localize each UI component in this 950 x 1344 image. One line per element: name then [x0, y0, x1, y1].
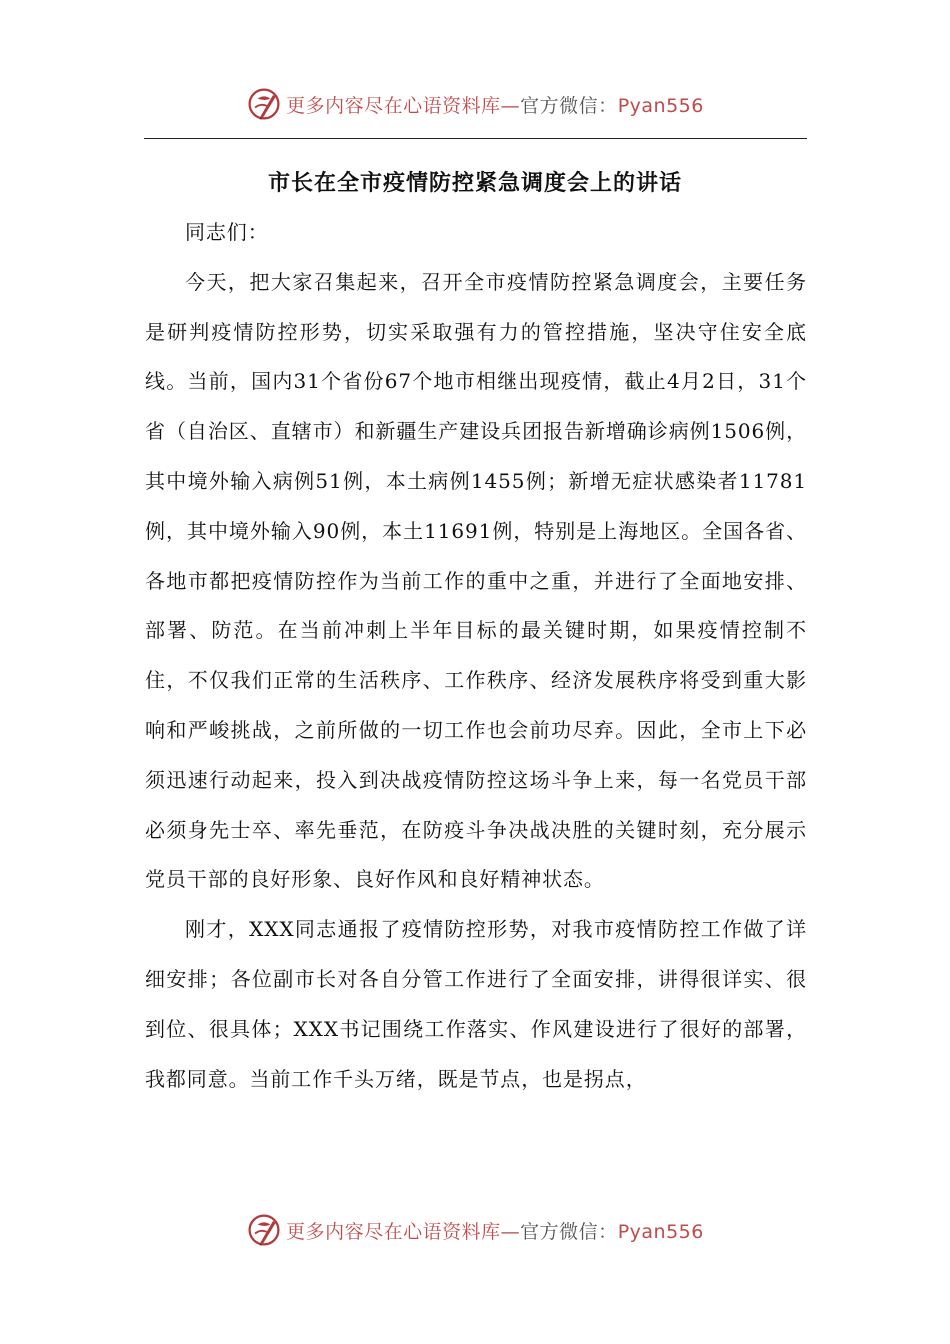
- header-wechat-id: Pyan556: [617, 94, 704, 117]
- footer-wechat-id: Pyan556: [617, 1220, 704, 1243]
- salutation: 同志们：: [185, 220, 269, 244]
- header-text: [286, 91, 704, 118]
- header-divider: [144, 138, 807, 139]
- paragraph: 刚才，XXX同志通报了疫情防控形势，对我市疫情防控工作做了详细安排；各位副市长对各自分管工作进行了全面安排，讲得很详实、很到位、很具体；XXX书记围绕工作落实、作风建设进行了很好的部署，我都同意。当前工作千头万绪，既是节点，也是拐点，: [145, 917, 807, 1091]
- header-separator: —: [500, 94, 521, 117]
- footer-banner: [0, 1208, 950, 1252]
- logo-icon: [246, 1212, 282, 1248]
- paragraph: 今天，把大家召集起来，召开全市疫情防控紧急调度会，主要任务是研判疫情防控形势，切实采取强有力的管控措施，坚决守住安全底线。当前，国内31个省份67个地市相继出现疫情，截止4月2日，31个省（自治区、直辖市）和新疆生产建设兵团报告新增确诊病例1506例，其中境外输入病例51例，本土病例1455例；新增无症状感染者11781例，其中境外输入90例，本土11691例，特别是上海地区。全国各省、各地市都把疫情防控作为当前工作的重中之重，并进行了全面地安排、部署、防范。在当前冲刺上半年目标的最关键时期，如果疫情控制不住，不仅我们正常的生活秩序、工作秩序、经济发展秩序将受到重大影响和严峻挑战，之前所做的一切工作也会前功尽弃。因此，全市上下必须迅速行动起来，投入到决战疫情防控这场斗争上来，每一名党员干部必须身先士卒、率先垂范，在防疫斗争决战决胜的关键时刻，充分展示党员干部的良好形象、良好作风和良好精神状态。: [145, 269, 807, 892]
- logo-icon: [246, 86, 282, 122]
- header-brand-text: 更多内容尽在心语资料库: [286, 94, 501, 117]
- footer-wechat-label: 官方微信：: [520, 1220, 618, 1243]
- header-wechat-label: 官方微信：: [520, 94, 618, 117]
- header-banner: [0, 82, 950, 126]
- document-title: 市长在全市疫情防控紧急调度会上的讲话: [267, 171, 682, 196]
- footer-separator: —: [500, 1220, 521, 1243]
- footer-text: [286, 1217, 704, 1244]
- document-body: [145, 208, 807, 1104]
- footer-brand-text: 更多内容尽在心语资料库: [286, 1220, 501, 1243]
